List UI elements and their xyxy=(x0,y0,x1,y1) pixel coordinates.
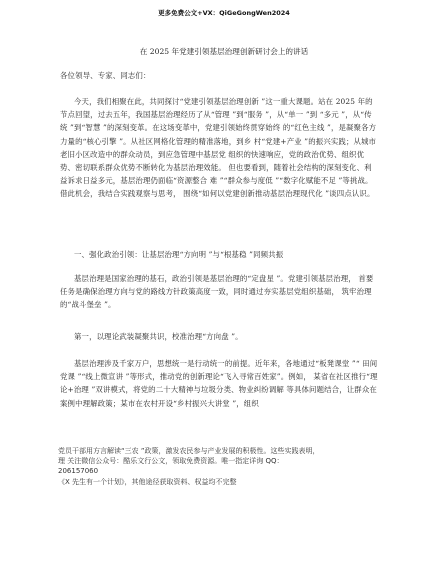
footer-line: 理 关注微信公众号：酷乐文行公文，领取免费资源。唯一指定详询 QQ： xyxy=(58,457,284,466)
footer-notice xyxy=(58,446,388,487)
footer-line: 206157060 xyxy=(58,467,99,476)
paragraph-4: 基层治理涉及千家万户，思想统一是行动统一的前提。近年来，各地通过“板凳课堂 ”“ 田间党课 ”“线上微宣讲 ”等形式，推动党的创新理论“飞入寻常百姓家”。例如， 某省在社区推行“理论+治理 ”双讲模式，将党的二十大精神与垃圾分类、物业纠纷调解 等具体问题结合，让群众在案例中理解政策；某市在农村开设“乡村振兴大讲堂 ”，组织 xyxy=(60,359,378,408)
document-title: 在 2025 年党建引领基层治理创新研讨会上的讲话 xyxy=(139,47,309,56)
greeting: 各位领导、专家、同志们： xyxy=(60,71,151,80)
paragraph-1: 今天，我们相聚在此，共同探讨“党建引领基层治理创新 ”这一重大课题。站在 2025 年的节点回望，过去五年，我国基层治理经历了从“管理 ”到“服务 ”，从“单一 ”到 “多元 ”，从“传统 ”到“智慧 ”的深刻变革。在这场变革中，党建引领始终贯穿始终 的“红色主线 ”，是凝聚各方力量的“核心引擎 ”。从社区网格化管理的精准落地，到乡 村“党建+产业 ”的振兴实践；从城市老旧小区改造中的群众动员，到应急管理中基层党 组织的快速响应，党的政治优势、组织优势、密切联系群众优势不断转化为基层治理效能。 但也要看到，随着社会结构的深刻变化、利益诉求日益多元，基层治理仍面临“资源整合 难 ”“群众参与度低 ”“数字化赋能不足 ”等挑战。借此机会，我结合实践观察与思考， 围绕“如何以党建创新推动基层治理现代化 ”谈四点认识。 xyxy=(60,97,377,199)
footer-line: 《X 先生有一个计划》，其他途径获取资料、权益均不完整 xyxy=(58,477,237,486)
footer-line: 党员干部用方言解读“三农 ”政策，激发农民参与产业发展的积极性。这些实践表明， xyxy=(58,447,320,455)
section-1-heading: 一、强化政治引领：让基层治理“方向明 ”与“根基稳 ”同频共振 xyxy=(74,250,284,259)
header-note: 更多免费公文+VX：QiGeGongWen2024 xyxy=(158,9,290,17)
paragraph-2: 基层治理是国家治理的基石，政治引领是基层治理的“定盘星 ”。党建引领基层治理， 首要任务是确保治理方向与党的路线方针政策高度一致，同时通过夯实基层党组织基础， 筑牢治理的“战斗堡垒 ”。 xyxy=(60,274,374,310)
paragraph-3: 第一，以理论武装凝聚共识，校准治理“方向盘 ”。 xyxy=(74,332,243,341)
